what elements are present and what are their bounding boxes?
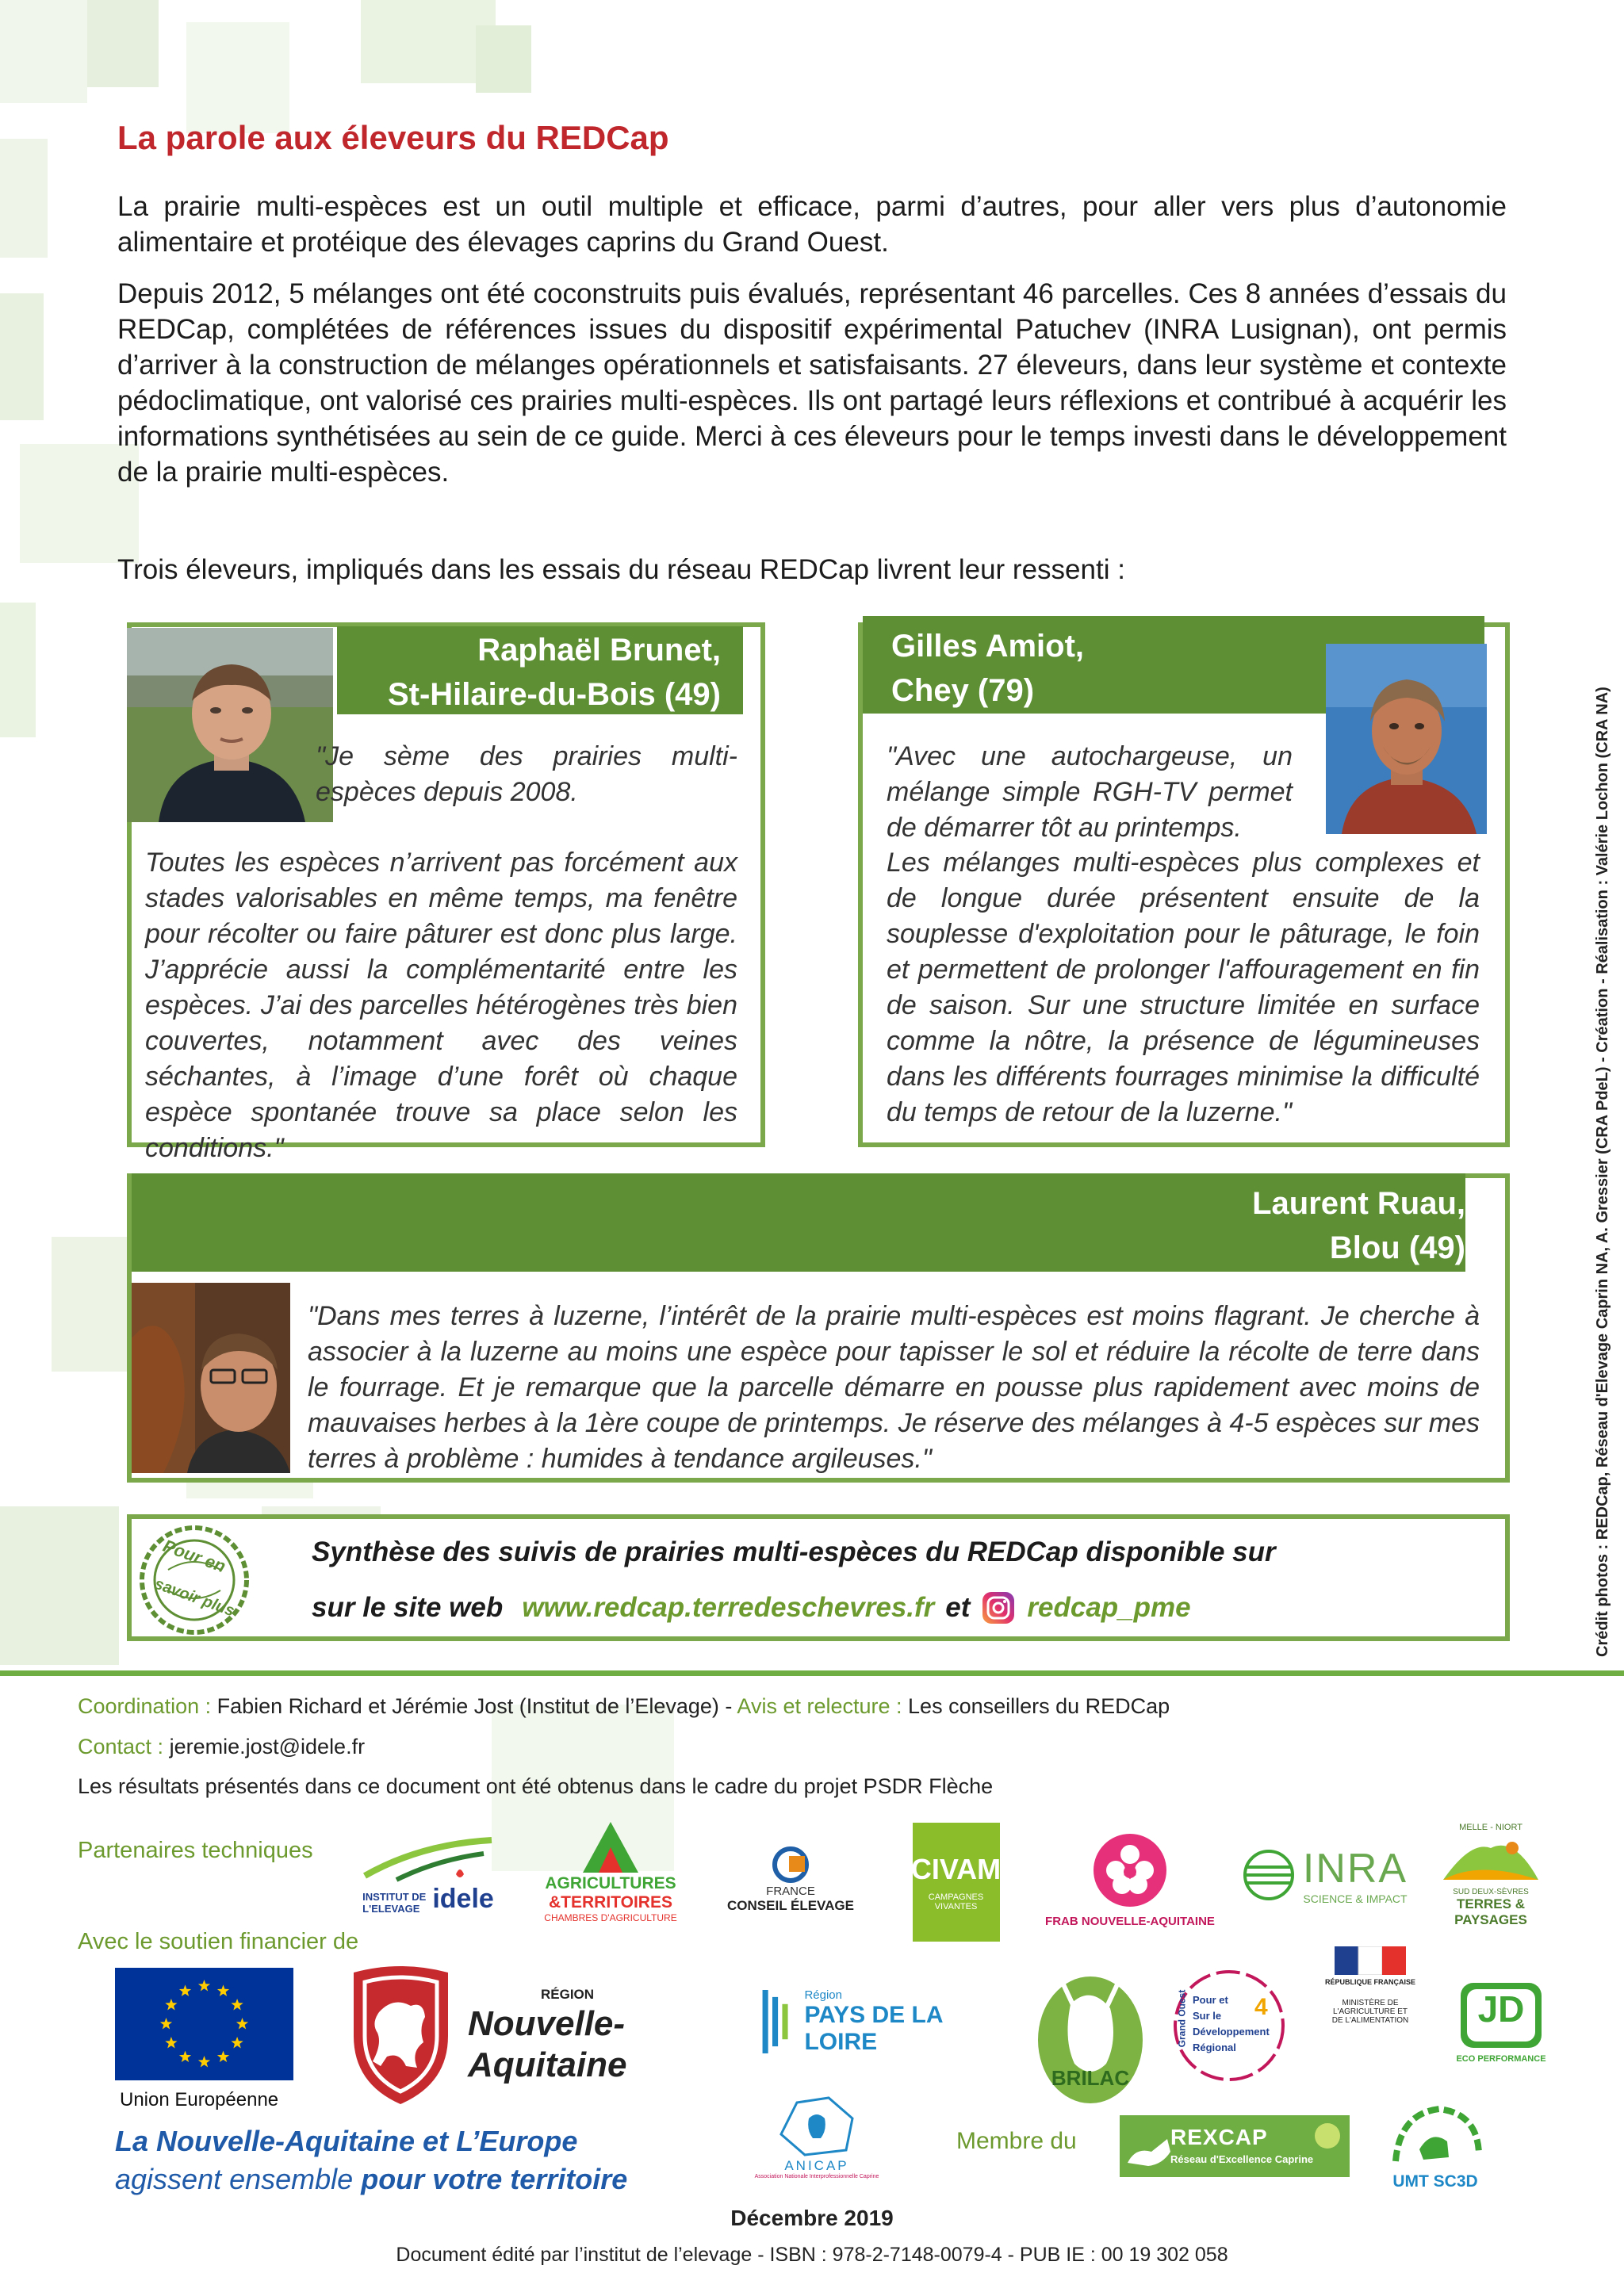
bg-square <box>87 0 159 87</box>
slogan-line-1: La Nouvelle-Aquitaine et L’Europe <box>115 2125 578 2157</box>
bg-square <box>0 603 36 737</box>
quote-body: Toutes les espèces n’arrivent pas forcément aux stades valorisables en même temps, ma fenêtre pour récolter ou faire pâturer est donc plus large. J’apprécie aussi la complémentarité entre les espèces. J’ai des parcelles hétérogènes très bien couvertes, notamment avec des veines séchantes, à l’image d’une forêt où chaque espèce spontanée trouve sa place selon les conditions." <box>145 848 737 1163</box>
coordination-value: Fabien Richard et Jérémie Jost (Institut de l’Elevage) - <box>216 1694 733 1718</box>
region-lion-shield-icon <box>347 1965 454 2106</box>
idele-swoosh-icon <box>349 1836 508 1884</box>
quote-body: Les mélanges multi-espèces plus complexes et de longue durée présentent ensuite de la souplesse d'exploitation pour le pâturage, le foin et permettent de prolonger l'affouragement en fin de saison. Sur une structure limitée en surface comme la nôtre, la présence de légumineuses dans les différents fourrages minimise la difficulté du temps de retour de la luzerne." <box>887 848 1480 1127</box>
testimonial-header-brunet <box>337 626 743 714</box>
bg-square <box>0 0 87 103</box>
farmer-photo-ruau <box>132 1283 290 1473</box>
member-label: Membre du <box>956 2128 1077 2154</box>
tp-sub: SUD DEUX-SÈVRES <box>1453 1887 1529 1896</box>
instagram-icon <box>981 1590 1016 1625</box>
farmer-location: Blou (49) <box>1329 1230 1465 1265</box>
inra-globe-icon <box>1241 1847 1297 1903</box>
agricultures-territoires-logo <box>543 1808 678 1934</box>
site-link[interactable]: www.redcap.terredeschevres.fr <box>522 1592 935 1623</box>
quote-lead: "Avec une autochargeuse, un mélange simple RGH-TV permet de démarrer tôt au printemps. <box>887 741 1293 843</box>
fce-line2: CONSEIL ÉLEVAGE <box>727 1897 854 1913</box>
instagram-link[interactable]: redcap_pme <box>1027 1592 1191 1623</box>
na-line1: Nouvelle- <box>468 2004 626 2043</box>
tp-landscape-icon <box>1439 1832 1542 1888</box>
bg-square <box>0 1506 119 1665</box>
civam-logo <box>910 1812 1002 1942</box>
umt-sc3d-logo <box>1380 2093 1491 2196</box>
eu-flag-icon <box>115 1968 293 2080</box>
na-region: RÉGION <box>541 1987 595 2002</box>
pdl-stripes-icon <box>760 1982 795 2061</box>
rexcap-sub: Réseau d'Excellence Caprine <box>1170 2153 1314 2165</box>
anicap-france-goat-icon <box>773 2095 860 2158</box>
farmer-location: Chey (79) <box>891 673 1035 708</box>
ministere-agriculture-logo <box>1323 1946 1418 2097</box>
edition-line: Document édité par l’institut de l’elevage - ISBN : 978-2-7148-0079-4 - PUB IE : 00 19 302 058 <box>396 2244 1228 2266</box>
farmer-name: Gilles Amiot, <box>891 629 1085 664</box>
slogan-line-2 <box>115 2163 627 2196</box>
intro-paragraph-3: Trois éleveurs, impliqués dans les essais du réseau REDCap livrent leur ressenti : <box>117 554 1125 585</box>
review-value: Les conseillers du REDCap <box>908 1694 1170 1718</box>
pays-de-la-loire-logo <box>760 1978 998 2065</box>
eu-logo <box>115 1968 293 2110</box>
testimonial-header-ruau <box>132 1173 1465 1272</box>
coordination-line <box>78 1694 1170 1719</box>
fce-line1: FRANCE <box>766 1884 815 1898</box>
publication-date: Décembre 2019 <box>730 2206 894 2230</box>
anicap-sub: Association Nationale Interprofessionnelle Caprine <box>754 2173 879 2179</box>
more-info-line-1: Synthèse des suivis de prairies multi-espèces du REDCap disponible sur <box>312 1536 1276 1567</box>
idele-logo <box>349 1823 508 1927</box>
rexcap-name: REXCAP <box>1170 2125 1268 2149</box>
photo-credits: Crédit photos : REDCap, Réseau d'Elevage Caprin NA, A. Gressier (CRA PdeL) - Création - Réalisation : Valérie Lochon (CRA NA) <box>1594 687 1611 1657</box>
contact-label: Contact : <box>78 1735 164 1758</box>
partners-label: Partenaires techniques <box>78 1838 313 1863</box>
farmer-name: Laurent Ruau, <box>1252 1186 1465 1221</box>
rexcap-logo <box>1120 2115 1350 2177</box>
farmer-photo-amiot <box>1326 644 1487 834</box>
marianne-flag-icon <box>1335 1946 1406 1975</box>
results-line: Les résultats présentés dans ce document ont été obtenus dans le cadre du projet PSDR Flèche <box>78 1774 994 1798</box>
stamp-top-text: Pour en <box>160 1535 228 1577</box>
farmer-photo-brunet <box>127 628 333 822</box>
bg-square <box>476 25 531 93</box>
umt-name: UMT SC3D <box>1392 2172 1478 2191</box>
bg-square <box>186 22 289 133</box>
agri-line1: AGRICULTURES <box>545 1874 676 1892</box>
psdr-num: 4 <box>1254 1994 1268 2020</box>
tp-main: TERRES & PAYSAGES <box>1454 1896 1527 1927</box>
bg-square <box>0 139 48 258</box>
farmer-name: Raphaël Brunet, <box>477 633 721 668</box>
more-info-line-2 <box>312 1590 1191 1625</box>
eu-label: Union Européenne <box>120 2089 279 2110</box>
ruau-quote: "Dans mes terres à luzerne, l’intérêt de la prairie multi-espèces est moins flagrant. Je cherche à associer à la luzerne au moins une espèce pour tapisser le sol et réduire la récolte de terre dans le fourrage. Et je remarque que la parcelle démarre en pousse plus rapidement avec moins de mauvaises herbes à la 1ère coupe de printemps. Je réserve des mélanges à 4-5 espèces sur mes terres à problème : humides à tendance argileuses." <box>308 1301 1480 1474</box>
and-connector: et <box>945 1592 971 1623</box>
site-label: sur le site web <box>312 1592 504 1623</box>
anicap-logo <box>737 2085 896 2188</box>
inra-sub: SCIENCE & IMPACT <box>1303 1892 1408 1905</box>
inra-name: INRA <box>1302 1846 1408 1892</box>
farmer-location: St-Hilaire-du-Bois (49) <box>387 677 721 712</box>
min-name: MINISTÈRE DE L'AGRICULTURE ET DE L'ALIMENTATION <box>1331 1999 1409 2025</box>
footer-divider <box>0 1670 1624 1676</box>
psdr-line: Régional <box>1193 2042 1236 2053</box>
stamp-bottom-text: savoir plus <box>151 1575 237 1621</box>
pour-en-savoir-plus-stamp <box>136 1522 252 1638</box>
idele-brand: idele <box>432 1883 494 1914</box>
na-line2: Aquitaine <box>468 2045 627 2084</box>
civam-sub: CAMPAGNES VIVANTES <box>928 1892 984 1911</box>
france-conseil-elevage-logo <box>723 1831 858 1927</box>
brilac-logo <box>1031 1957 1150 2115</box>
psdr-logo <box>1166 1962 1293 2089</box>
support-label: Avec le soutien financier de <box>78 1929 359 1954</box>
frab-name: FRAB NOUVELLE-AQUITAINE <box>1045 1914 1215 1928</box>
terres-paysages-logo <box>1419 1816 1562 1934</box>
review-label: Avis et relecture : <box>737 1694 902 1718</box>
psdr-side: Grand Ouest <box>1176 1989 1188 2048</box>
jd-sub: ECO PERFORMANCE <box>1456 2054 1546 2064</box>
contact-email[interactable]: jeremie.jost@idele.fr <box>169 1735 366 1758</box>
page-title: La parole aux éleveurs du REDCap <box>117 119 669 156</box>
frab-flower-icon <box>1090 1831 1170 1910</box>
agri-leaf-icon <box>575 1819 646 1874</box>
intro-paragraph-1: La prairie multi-espèces est un outil multiple et efficace, parmi d’autres, pour aller vers plus d’autonomie alimentaire et protéique des élevages caprins du Grand Ouest. <box>117 191 1507 258</box>
min-rf: RÉPUBLIQUE FRANÇAISE <box>1324 1978 1415 1986</box>
intro-paragraph-2: Depuis 2012, 5 mélanges ont été coconstruits puis évalués, représentant 46 parcelles. Ces 8 années d’essais du REDCap, complétées de références issues du dispositif expérimental Patuchev (INRA Lusignan), ont permis d’arriver à la construction de mélanges opérationnels et satisfaisants. 27 éleveurs, dans leur système et contexte pédoclimatique, ont valorisé ces prairies multi-espèces. Ils ont partagé leurs réflexions et contribué à acquérir les informations synthétisées au sein de ce guide. Merci à ces éleveurs pour le temps investi dans le développement de la prairie multi-espèces. <box>117 278 1507 488</box>
psdr-line: Développement <box>1193 2026 1270 2038</box>
psdr-line: Pour et <box>1193 1994 1228 2006</box>
slogan-part-b: pour votre territoire <box>361 2163 628 2195</box>
agri-line2: &TERRITOIRES <box>549 1893 672 1911</box>
brilac-name: BRILAC <box>1051 2066 1130 2090</box>
nouvelle-aquitaine-logo <box>347 1965 657 2115</box>
bg-square <box>0 293 44 420</box>
idele-line1: INSTITUT DE <box>362 1890 427 1903</box>
pdl-region: Région <box>804 1988 842 2002</box>
fce-icon <box>767 1845 814 1885</box>
quote-lead: "Je sème des prairies multi-espèces depuis 2008. <box>316 741 737 807</box>
agri-line3: CHAMBRES D'AGRICULTURE <box>544 1912 677 1923</box>
idele-line2: L'ELEVAGE <box>362 1902 420 1915</box>
tp-top: MELLE - NIORT <box>1459 1822 1522 1832</box>
jd-name: JD <box>1477 1988 1525 2030</box>
inra-logo <box>1237 1831 1411 1919</box>
psdr-line: Sur le <box>1193 2010 1222 2022</box>
anicap-name: ANICAP <box>784 2157 849 2173</box>
civam-name: CIVAM <box>910 1852 1002 1885</box>
coordination-label: Coordination : <box>78 1694 212 1718</box>
frab-logo <box>1031 1823 1229 1934</box>
pdl-name: PAYS DE LA LOIRE <box>804 2001 943 2055</box>
jd-eco-performance-logo <box>1450 1970 1553 2073</box>
slogan-part-a: agissent ensemble <box>115 2163 354 2195</box>
contact-line <box>78 1735 365 1759</box>
